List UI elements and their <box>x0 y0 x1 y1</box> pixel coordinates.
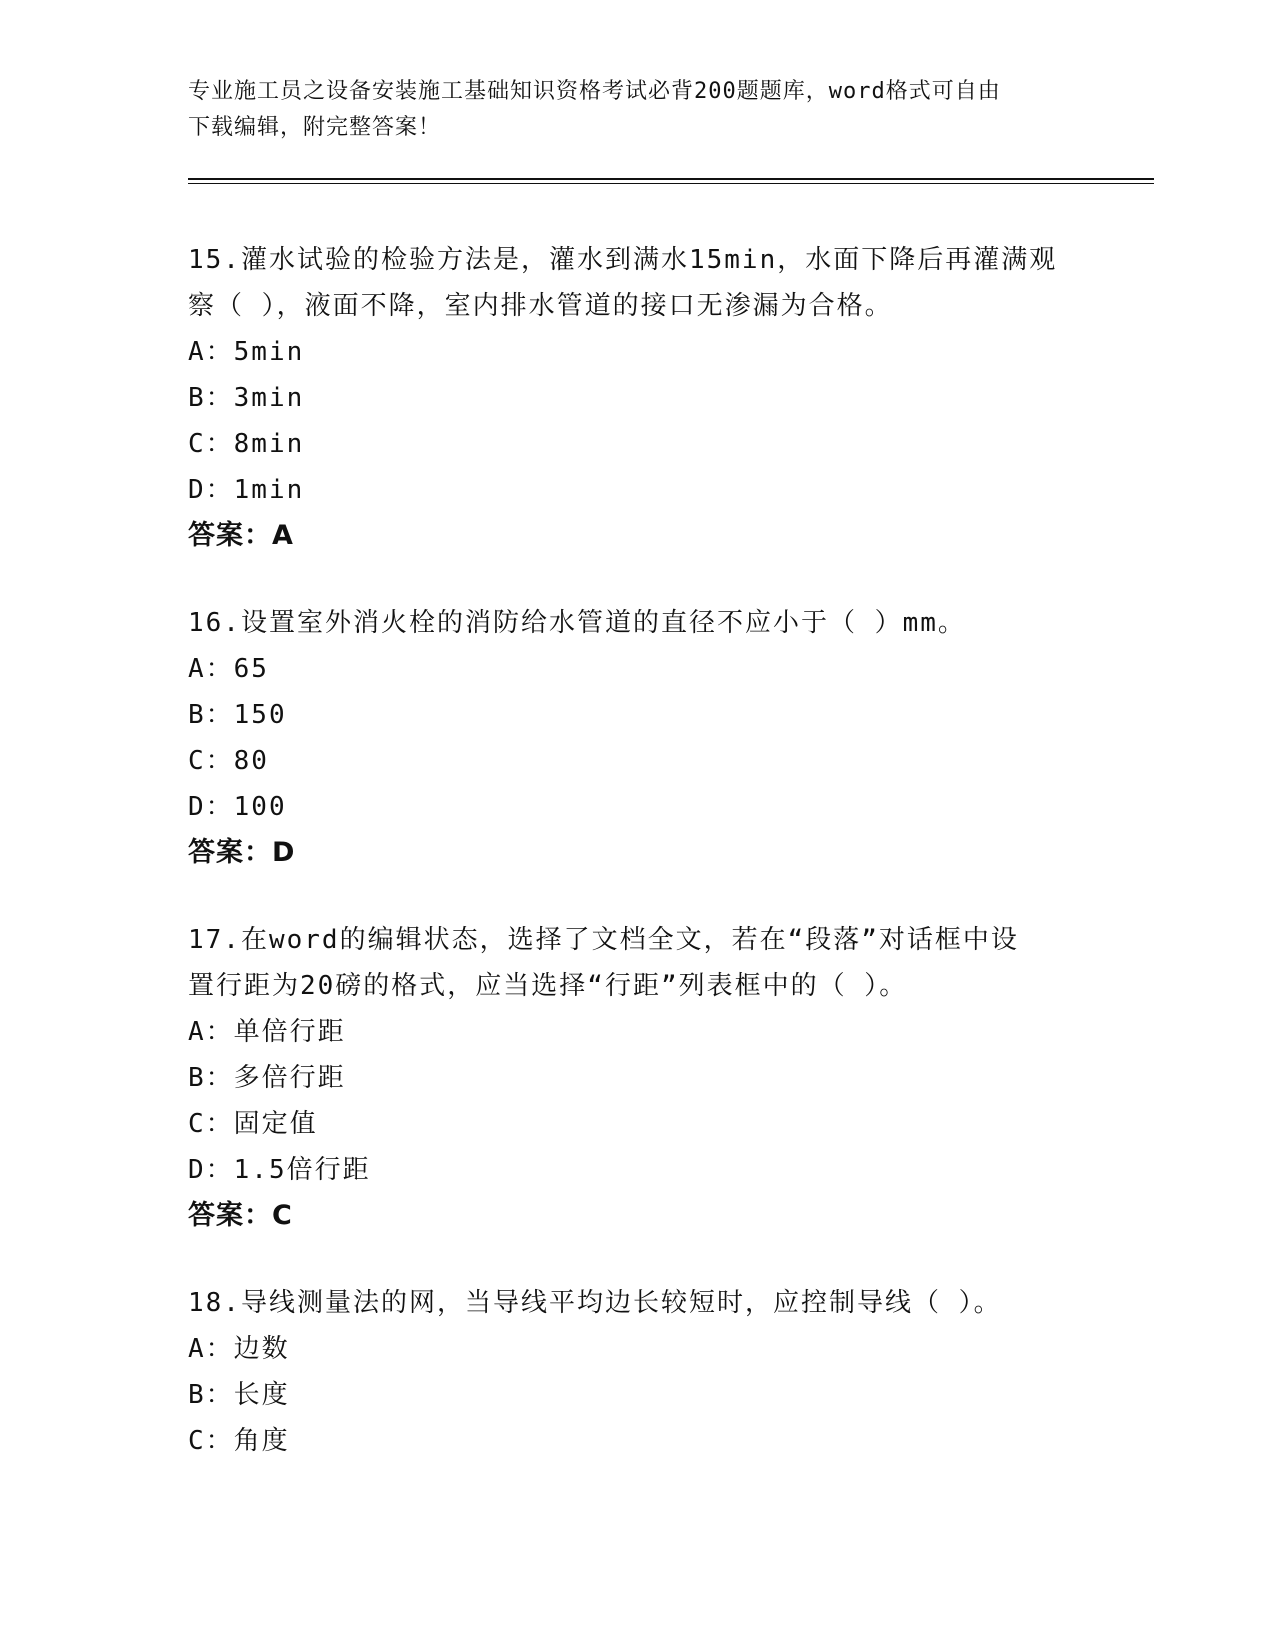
answer: 答案：D <box>188 837 296 868</box>
question-stem: 17.在word的编辑状态，选择了文档全文，若在“段落”对话框中设 <box>188 925 1019 955</box>
option-c: C：固定值 <box>188 1109 318 1139</box>
option-b: B：150 <box>188 700 287 730</box>
option-a: A：边数 <box>188 1334 290 1364</box>
question-16 <box>188 600 1088 876</box>
question-list <box>188 237 1088 1505</box>
option-d: D：1.5倍行距 <box>188 1155 371 1185</box>
option-d: D：1min <box>188 475 305 505</box>
option-c: C：角度 <box>188 1426 290 1456</box>
document-header <box>188 74 1088 146</box>
header-divider-thin <box>188 183 1154 184</box>
header-line-1: 专业施工员之设备安装施工基础知识资格考试必背200题题库，word格式可自由 <box>188 79 1001 104</box>
question-stem: 16.设置室外消火栓的消防给水管道的直径不应小于（ ）mm。 <box>188 608 966 638</box>
question-18 <box>188 1280 1088 1464</box>
option-a: A：65 <box>188 654 269 684</box>
option-c: C：8min <box>188 429 305 459</box>
header-divider-thick <box>188 178 1154 180</box>
option-a: A：5min <box>188 337 305 367</box>
option-a: A：单倍行距 <box>188 1017 346 1047</box>
question-17 <box>188 917 1088 1239</box>
question-15 <box>188 237 1088 559</box>
option-b: B：3min <box>188 383 305 413</box>
answer: 答案：C <box>188 1200 293 1231</box>
question-stem: 15.灌水试验的检验方法是，灌水到满水15min，水面下降后再灌满观 <box>188 245 1058 275</box>
option-d: D：100 <box>188 792 287 822</box>
question-stem-continued: 察（ ），液面不降，室内排水管道的接口无渗漏为合格。 <box>188 291 893 321</box>
answer: 答案：A <box>188 520 294 551</box>
question-stem: 18.导线测量法的网，当导线平均边长较短时，应控制导线（ ）。 <box>188 1288 1002 1318</box>
option-b: B：多倍行距 <box>188 1063 346 1093</box>
header-line-2: 下载编辑，附完整答案！ <box>188 115 442 140</box>
question-stem-continued: 置行距为20磅的格式，应当选择“行距”列表框中的（ ）。 <box>188 971 908 1001</box>
option-c: C：80 <box>188 746 269 776</box>
option-b: B：长度 <box>188 1380 290 1410</box>
